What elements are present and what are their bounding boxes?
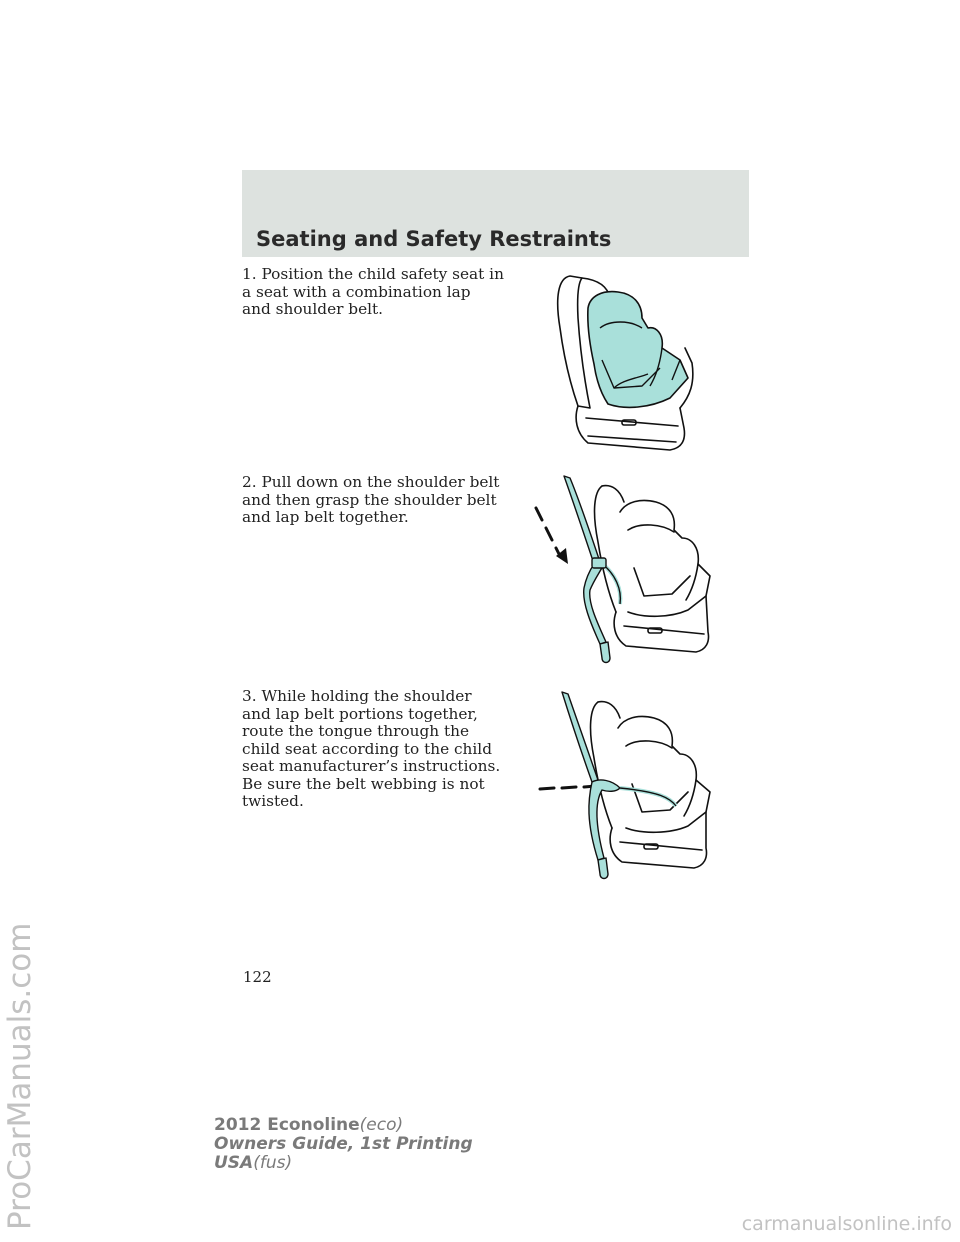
- side-watermark: ProCarManuals.com: [2, 922, 38, 1230]
- footer-model-code: (eco): [359, 1115, 404, 1135]
- pull-shoulder-belt-illustration: [520, 472, 740, 667]
- step-1-text: 1. Position the child safety seat in a seat with a combination lap and shoulder belt.: [242, 265, 504, 318]
- page-number: 122: [243, 968, 272, 986]
- footer-model-line: [214, 1116, 473, 1135]
- child-seat-in-vehicle-seat-illustration: [530, 268, 730, 458]
- step-3-text: 3. While holding the shoulder and lap belt portions together, route the tongue through the child seat according to the child seat manufacturer’s instructions. Be sure the belt webbing is not twisted.: [242, 687, 501, 810]
- route-belt-through-child-seat-illustration: [520, 688, 745, 883]
- section-header-band: [242, 170, 749, 257]
- footer-market-code: (fus): [253, 1153, 293, 1173]
- section-title: Seating and Safety Restraints: [256, 227, 612, 251]
- footer-guide: Owners Guide, 1st Printing: [214, 1134, 473, 1154]
- document-footer: [214, 1116, 473, 1173]
- bottom-watermark: carmanualsonline.info: [741, 1213, 952, 1235]
- footer-market-line: [214, 1154, 473, 1173]
- footer-model: 2012 Econoline: [214, 1115, 360, 1135]
- step-2-text: 2. Pull down on the shoulder belt and then grasp the shoulder belt and lap belt together.: [242, 473, 500, 526]
- footer-market: USA: [214, 1153, 254, 1173]
